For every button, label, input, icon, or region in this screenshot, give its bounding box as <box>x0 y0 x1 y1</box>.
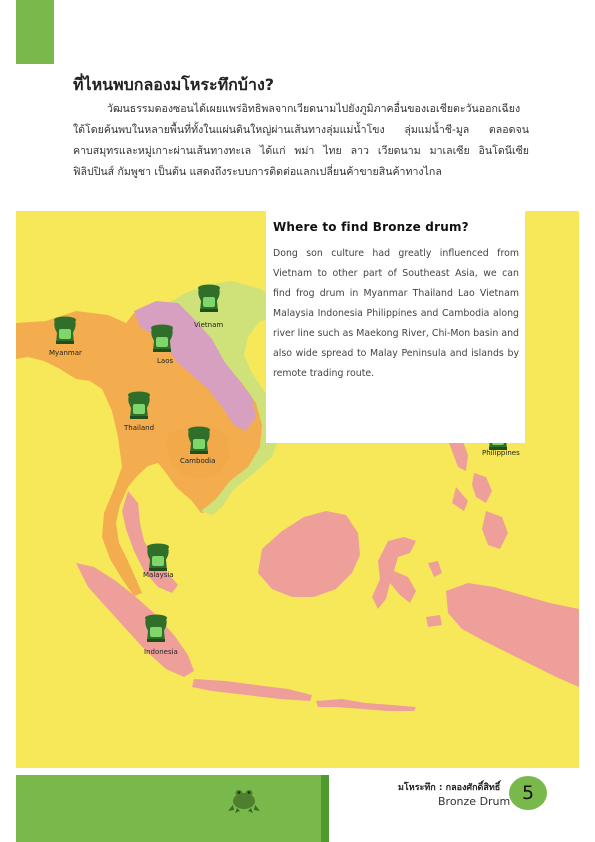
label-indonesia: Indonesia <box>144 648 178 656</box>
label-malaysia: Malaysia <box>143 571 174 579</box>
page-heading: ที่ไหนพบกลองมโหระทึกบ้าง? <box>73 75 275 94</box>
label-myanmar: Myanmar <box>49 349 82 357</box>
drum-icon-thailand <box>128 392 150 420</box>
thai-paragraph-text: วัฒนธรรมดองซอนได้เผยแพร่อิทธิพลจากเวียดนามไปยังภูมิภาคอื่นของเอเชียตะวันออกเฉียงใต้โดยค้นพบในหลายพื้นที่ทั้งในแผ่นดินใหญ่ผ่านเส้นทางลุ่มแม่น้ำโขง ลุ่มแม่น้ำชี-มูล ตลอดจนคาบสมุทรและหมู่เกาะผ่านเส้นทางทะเล ได้แก่ พม่า ไทย ลาว เวียดนาม มาเลเซีย อินโดนีเซีย ฟิลิปปินส์ กัมพูชา เป็นต้น แสดงถึงระบบการติดต่อแลกเปลี่ยนค้าขายสินค้าทางไกล <box>73 103 529 178</box>
footer-stripe <box>321 775 329 842</box>
drum-icon-cambodia <box>188 427 210 455</box>
drum-icon-malaysia <box>147 544 169 572</box>
page-number: 5 <box>509 776 547 810</box>
thai-paragraph <box>73 99 529 183</box>
drum-icon-indonesia <box>145 615 167 643</box>
footer-title-english: Bronze Drum <box>438 795 511 808</box>
label-laos: Laos <box>157 357 174 365</box>
drum-icon-laos <box>151 325 173 353</box>
drum-icon-vietnam <box>198 285 220 313</box>
label-vietnam: Vietnam <box>194 321 224 329</box>
footer-band <box>16 775 321 842</box>
drum-icon-myanmar <box>54 317 76 345</box>
footer-title-thai: มโหระทึก : กลองศักดิ์สิทธิ์ <box>398 783 501 793</box>
label-cambodia: Cambodia <box>180 457 216 465</box>
label-philippines: Philippines <box>482 449 520 457</box>
frog-icon <box>226 784 262 814</box>
label-thailand: Thailand <box>124 424 155 432</box>
info-box-text: Dong son culture had greatly influenced from Vietnam to other part of Southeast Asia, we can find frog drum in Myanmar Thailand Lao Vietnam Malaysia Indonesia Philippines and Cambodia along river line such as Maekong River, Chi-Mon basin and also wide spread to Malay Peninsula and islands by remote trading route. <box>273 248 519 379</box>
info-box-title: Where to find Bronze drum? <box>273 220 469 234</box>
top-color-tab <box>16 0 54 64</box>
